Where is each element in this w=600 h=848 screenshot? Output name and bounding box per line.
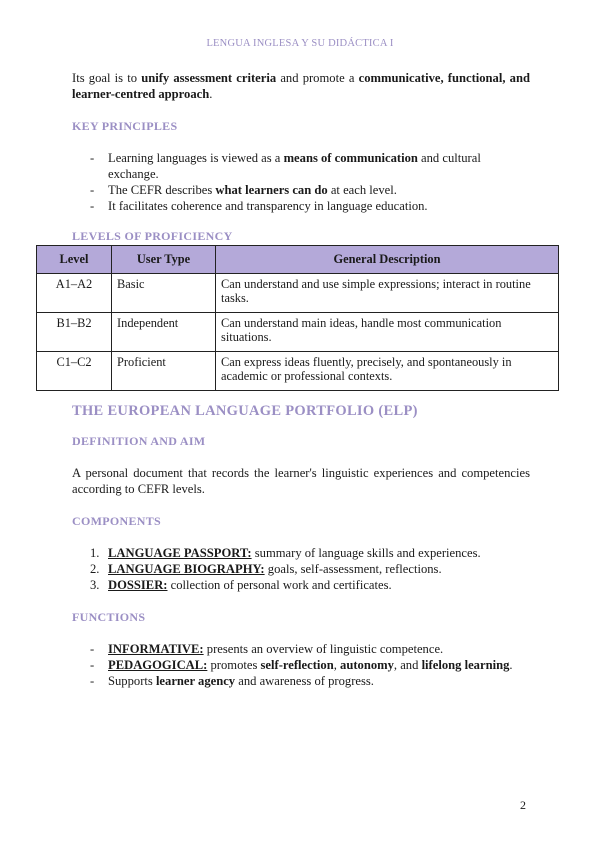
component-term: LANGUAGE BIOGRAPHY: <box>108 562 265 576</box>
list-item <box>72 577 530 593</box>
user-type-cell: Independent <box>112 313 216 352</box>
list-item <box>72 182 530 198</box>
function-text: Supports <box>108 674 156 688</box>
list-bold: means of communication <box>283 151 418 165</box>
description-cell: Can express ideas fluently, precisely, and spontaneously in academic or professional contexts. <box>216 352 559 391</box>
function-term: INFORMATIVE: <box>108 642 204 656</box>
list-item <box>72 673 530 689</box>
user-type-cell: Basic <box>112 274 216 313</box>
list-text: at each level. <box>327 183 397 197</box>
component-text: summary of language skills and experiences. <box>251 546 481 560</box>
function-text: presents an overview of linguistic competence. <box>203 642 444 656</box>
component-text: collection of personal work and certificates. <box>167 578 392 592</box>
key-principles-heading: KEY PRINCIPLES <box>72 119 178 133</box>
list-item <box>72 657 530 673</box>
functions-heading: FUNCTIONS <box>72 610 146 624</box>
column-header-description: General Description <box>216 246 559 274</box>
key-principles-list <box>72 150 530 214</box>
component-term: LANGUAGE PASSPORT: <box>108 546 252 560</box>
description-cell: Can understand and use simple expressions; interact in routine tasks. <box>216 274 559 313</box>
definition-paragraph: A personal document that records the learner's linguistic experiences and competencies according to CEFR levels. <box>72 466 530 496</box>
component-term: DOSSIER: <box>108 578 168 592</box>
list-text: It facilitates coherence and transparency in language education. <box>108 199 428 213</box>
level-cell: A1–A2 <box>37 274 112 313</box>
function-text: and awareness of progress. <box>235 674 374 688</box>
function-text: promotes <box>207 658 261 672</box>
intro-text: . <box>209 87 213 101</box>
function-bold: lifelong learning <box>421 658 510 672</box>
intro-paragraph <box>72 70 530 102</box>
column-header-user-type: User Type <box>112 246 216 274</box>
function-term: PEDAGOGICAL: <box>108 658 208 672</box>
elp-title: THE EUROPEAN LANGUAGE PORTFOLIO (ELP) <box>72 403 418 419</box>
list-text: Learning languages is viewed as a <box>108 151 284 165</box>
table-header-row <box>37 246 559 274</box>
intro-text: and promote a <box>276 71 359 85</box>
page-content <box>72 70 530 244</box>
functions-list <box>72 641 530 689</box>
list-item <box>72 150 530 182</box>
table-row <box>37 352 559 391</box>
column-header-level: Level <box>37 246 112 274</box>
list-item <box>72 641 530 657</box>
list-text: and cultural exchange. <box>108 151 481 181</box>
function-text: . <box>509 658 513 672</box>
components-list <box>72 545 530 593</box>
table-row <box>37 313 559 352</box>
list-item <box>72 561 530 577</box>
level-cell: B1–B2 <box>37 313 112 352</box>
function-text: , <box>333 658 341 672</box>
function-bold: self-reflection <box>260 658 334 672</box>
proficiency-table <box>36 245 559 391</box>
list-item <box>72 545 530 561</box>
elp-section <box>72 403 530 689</box>
list-item <box>72 198 530 214</box>
levels-heading: LEVELS OF PROFICIENCY <box>72 229 233 243</box>
function-bold: autonomy <box>340 658 394 672</box>
page-number: 2 <box>520 798 526 812</box>
intro-bold: unify assessment criteria <box>141 71 277 85</box>
table-row <box>37 274 559 313</box>
component-text: goals, self-assessment, reflections. <box>264 562 442 576</box>
intro-bold: communicative, functional, and learner-centred approach <box>72 71 530 101</box>
function-text: , and <box>393 658 422 672</box>
list-bold: what learners can do <box>215 183 328 197</box>
level-cell: C1–C2 <box>37 352 112 391</box>
components-heading: COMPONENTS <box>72 514 162 528</box>
function-bold: learner agency <box>155 674 236 688</box>
definition-heading: DEFINITION AND AIM <box>72 434 206 448</box>
description-cell: Can understand main ideas, handle most communication situations. <box>216 313 559 352</box>
running-header: LENGUA INGLESA Y SU DIDÁCTICA I <box>206 38 394 49</box>
intro-text: Its goal is to <box>72 71 142 85</box>
user-type-cell: Proficient <box>112 352 216 391</box>
list-text: The CEFR describes <box>108 183 216 197</box>
